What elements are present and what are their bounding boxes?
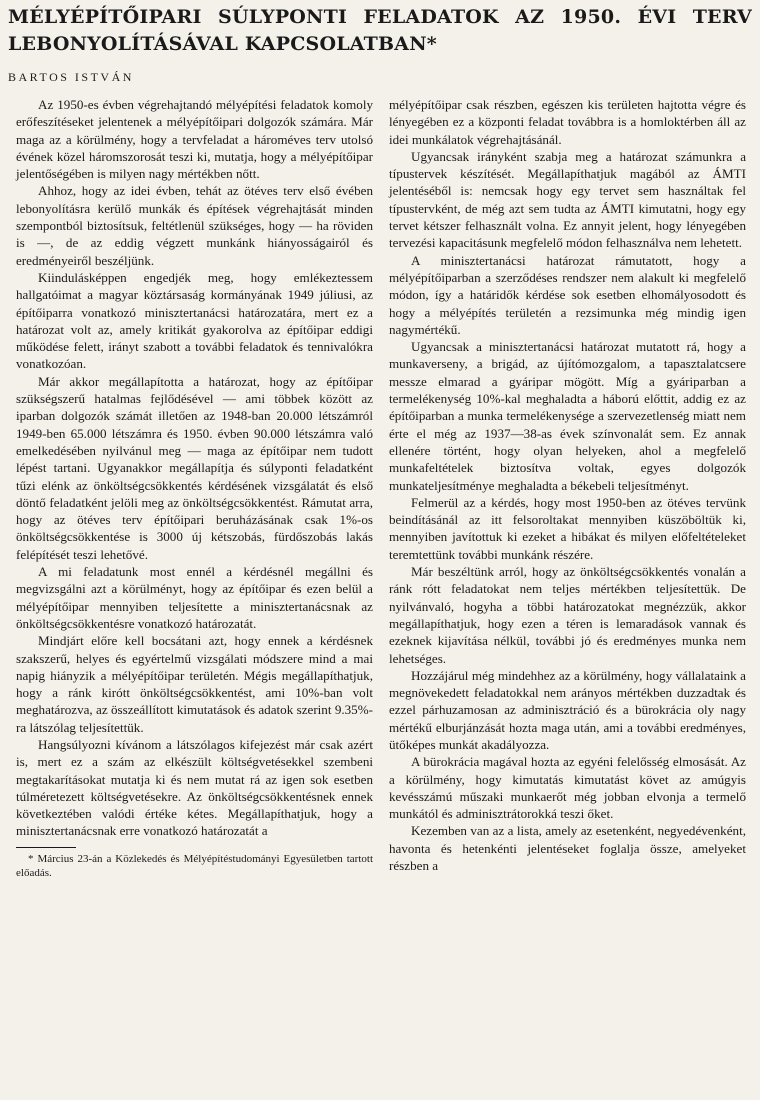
paragraph-continuation: mélyépítőipar csak részben, egészen kis területen hajtotta végre és lényegében ez a központi feladat továbbra is a homloktérben áll az idei munkálatok végrehajtásánál. <box>389 97 746 147</box>
footnote: * Március 23-án a Közlekedés és Mélyépítéstudományi Egyesületben tartott előadás. <box>16 852 373 879</box>
left-column <box>16 96 373 880</box>
paragraph: A mi feladatunk most ennél a kérdésnél megállni és megvizsgálni azt a körülményt, hogy az építőipar és ezen belül a mélyépítőipar mennyiben teljesítette a minisztertanácsnak az önköltségcsökkentésre vonatkozó határozatát. <box>16 564 373 631</box>
paragraph: Ugyancsak a minisztertanácsi határozat mutatott rá, hogy a munkaverseny, a brigád, az újítómozgalom, a tapasztalatcsere messze elmarad a gyáripar mögött. Míg a gyáriparban a termelékenység 10%-kal meghaladta a háború előttit, addig ez az építőiparban a munka termelékenysége a szervezetlenség miatt nem érte el még az 1937—38-as évek színvonalát sem. Ez annak ellenére történt, hogy olyan helyeken, ahol a megfelelő munkafeltételek biztosítva voltak, egyes dolgozók munkateljesítménye meghaladta a békebeli teljesítményt. <box>389 339 746 493</box>
paragraph: Mindjárt előre kell bocsátani azt, hogy ennek a kérdésnek szakszerű, helyes és egyértelmű vizsgálati módszere mind a mai napig hiányzik a mélyépítőipar területén. Mégis megállapíthatjuk, hogy a ránk kirótt önköltségcsökkentést, ami 10%-ban volt meghatározva, az összeállított kimutatások és adatok szerint 9.35%-ra látszólag teljesítettük. <box>16 633 373 735</box>
paragraph: Felmerül az a kérdés, hogy most 1950-ben az ötéves tervünk beindításánál az itt felsoroltakat mennyiben küszöböltük ki, mennyiben javítottuk ki ezeket a hibákat és milyen előfeltételeket teremtettünk további munkánk részére. <box>389 494 746 562</box>
footnote-divider <box>16 847 76 848</box>
paragraph: A minisztertanácsi határozat rámutatott, hogy a mélyépítőiparban a szerződéses rendszer nem alakult ki megfelelő módon, így a határidők kérdése sok esetben elhomályosodott és hogy a mélyépítés területén a rezsimunka még mindig igen nagymértékű. <box>389 252 746 337</box>
paragraph: Ugyancsak irányként szabja meg a határozat számunkra a típustervek készítését. Megállapíthatjuk magából az ÁMTI jelentéséből is: nemcsak hogy egy tervet sem használtak fel típustervként, de még azt sem tudta az ÁMTI kimutatni, hogy egy tervet kétszer felhasznált volna. Ez annyit jelent, hogy lényegében tervezési kapacitásunk megfelelő módon felhasználva nem lehetett. <box>389 148 746 251</box>
article-author: BARTOS ISTVÁN <box>8 70 134 84</box>
article-body <box>16 96 746 880</box>
paragraph: Hozzájárul még mindehhez az a körülmény, hogy vállalataink a megnövekedett feladatokkal nem arányos mértékben duzzadtak és ezzel párhuzamosan az adminisztráció és a bürokrácia oly nagy mértékű elburjánzását hozta maga után, ami a további eredményes, ütőképes munkát akadályozza. <box>389 667 746 752</box>
paragraph: Ahhoz, hogy az idei évben, tehát az ötéves terv első évében lebonyolításra kerülő munkák és építések végrehajtását minden szempontból biztosítsuk, feltétlenül szükséges, hogy — ha röviden is —, de az eddig végzett munkánk hiányosságairól és eredményeiről beszéljünk. <box>16 183 373 268</box>
right-column <box>389 96 746 880</box>
paragraph: Már akkor megállapította a határozat, hogy az építőipar szükségszerű hatalmas fejlődésével — ami többek között az iparban dolgozók számát illetően az 1948-ban 20.000 létszámról 1949-ben 65.000 létszámra és 1950. évben 90.000 létszámra való emelkedésében nyilvánul meg — maga az építőipar nem tudott lépést tartani. Ugyanakkor megállapítja és súlyponti feladatként tűzi elénk az önköltségcsökkentés kérdésének vizsgálatát és első döntő feladatként jelöli meg az önköltségcsökkentést. Rámutat arra, hogy az ötéves terv építőipari beruházásának csak 1%-os önköltségcsökkentése is 3000 új kétszobás, fürdőszobás lakás felépítését teszi lehetővé. <box>16 373 373 562</box>
paragraph: Az 1950-es évben végrehajtandó mélyépítési feladatok komoly erőfeszítéseket jelentenek a mélyépítőipari dolgozók számára. Már maga az a körülmény, hogy a tervfeladat a hároméves terv utolsó évének közel háromszorosát teszi ki, mutatja, hogy a mélyépítőipar jelentőségében is milyen nagy mértékben nőtt. <box>16 97 373 182</box>
paragraph: Kiindulásképpen engedjék meg, hogy emlékeztessem hallgatóimat a magyar köztársaság kormányának 1949 júliusi, az építőiparra vonatkozó minisztertanácsi határozatára, mert ez a határozat volt az, amely kritikát gyakorolva az építőipar eddigi működése felett, irányt szabott a további feladatok és tennivalókra vonatkozóan. <box>16 269 373 372</box>
article-title: MÉLYÉPÍTŐIPARI SÚLYPONTI FELADATOK AZ 1950. ÉVI TERV LEBONYOLÍTÁSÁVAL KAPCSOLATBAN* <box>8 6 752 55</box>
paragraph: Hangsúlyozni kívánom a látszólagos kifejezést már csak azért is, mert ez a szám az elkészült költségvetésekkel szembeni megtakarításokat mutatja ki és nem mutat rá az igen sok esetben túlméretezett költségvetésekre. Az önköltségcsökkentésnek ennek következtében valódi értéke kétes. Megállapíthatjuk, hogy a minisztertanácsnak erre vonatkozó határozatát a <box>16 736 373 839</box>
paragraph: Kezemben van az a lista, amely az esetenként, negyedévenként, havonta és hetenkénti jelentéseket foglalja össze, amelyeket részben a <box>389 823 746 874</box>
paragraph: Már beszéltünk arról, hogy az önköltségcsökkentés vonalán a ránk rótt feladatokat nem teljes mértékben teljesítettük. De nyilvánvaló, hogyha a többi határozatokat megnézzük, akkor megállapíthatjuk, hogy ezen a téren is lemaradások vannak és ezeknek kijavítása nélkül, további jó és eredményes munka nem lehetséges. <box>389 564 746 666</box>
paragraph: A bürokrácia magával hozta az egyéni felelősség elmosását. Az a körülmény, hogy kimutatás kimutatást követ az amúgyis kevésszámú műszaki munkaerőt még jobban elvonja a termelő munkától és adminisztrátorokká teszi őket. <box>389 754 746 822</box>
